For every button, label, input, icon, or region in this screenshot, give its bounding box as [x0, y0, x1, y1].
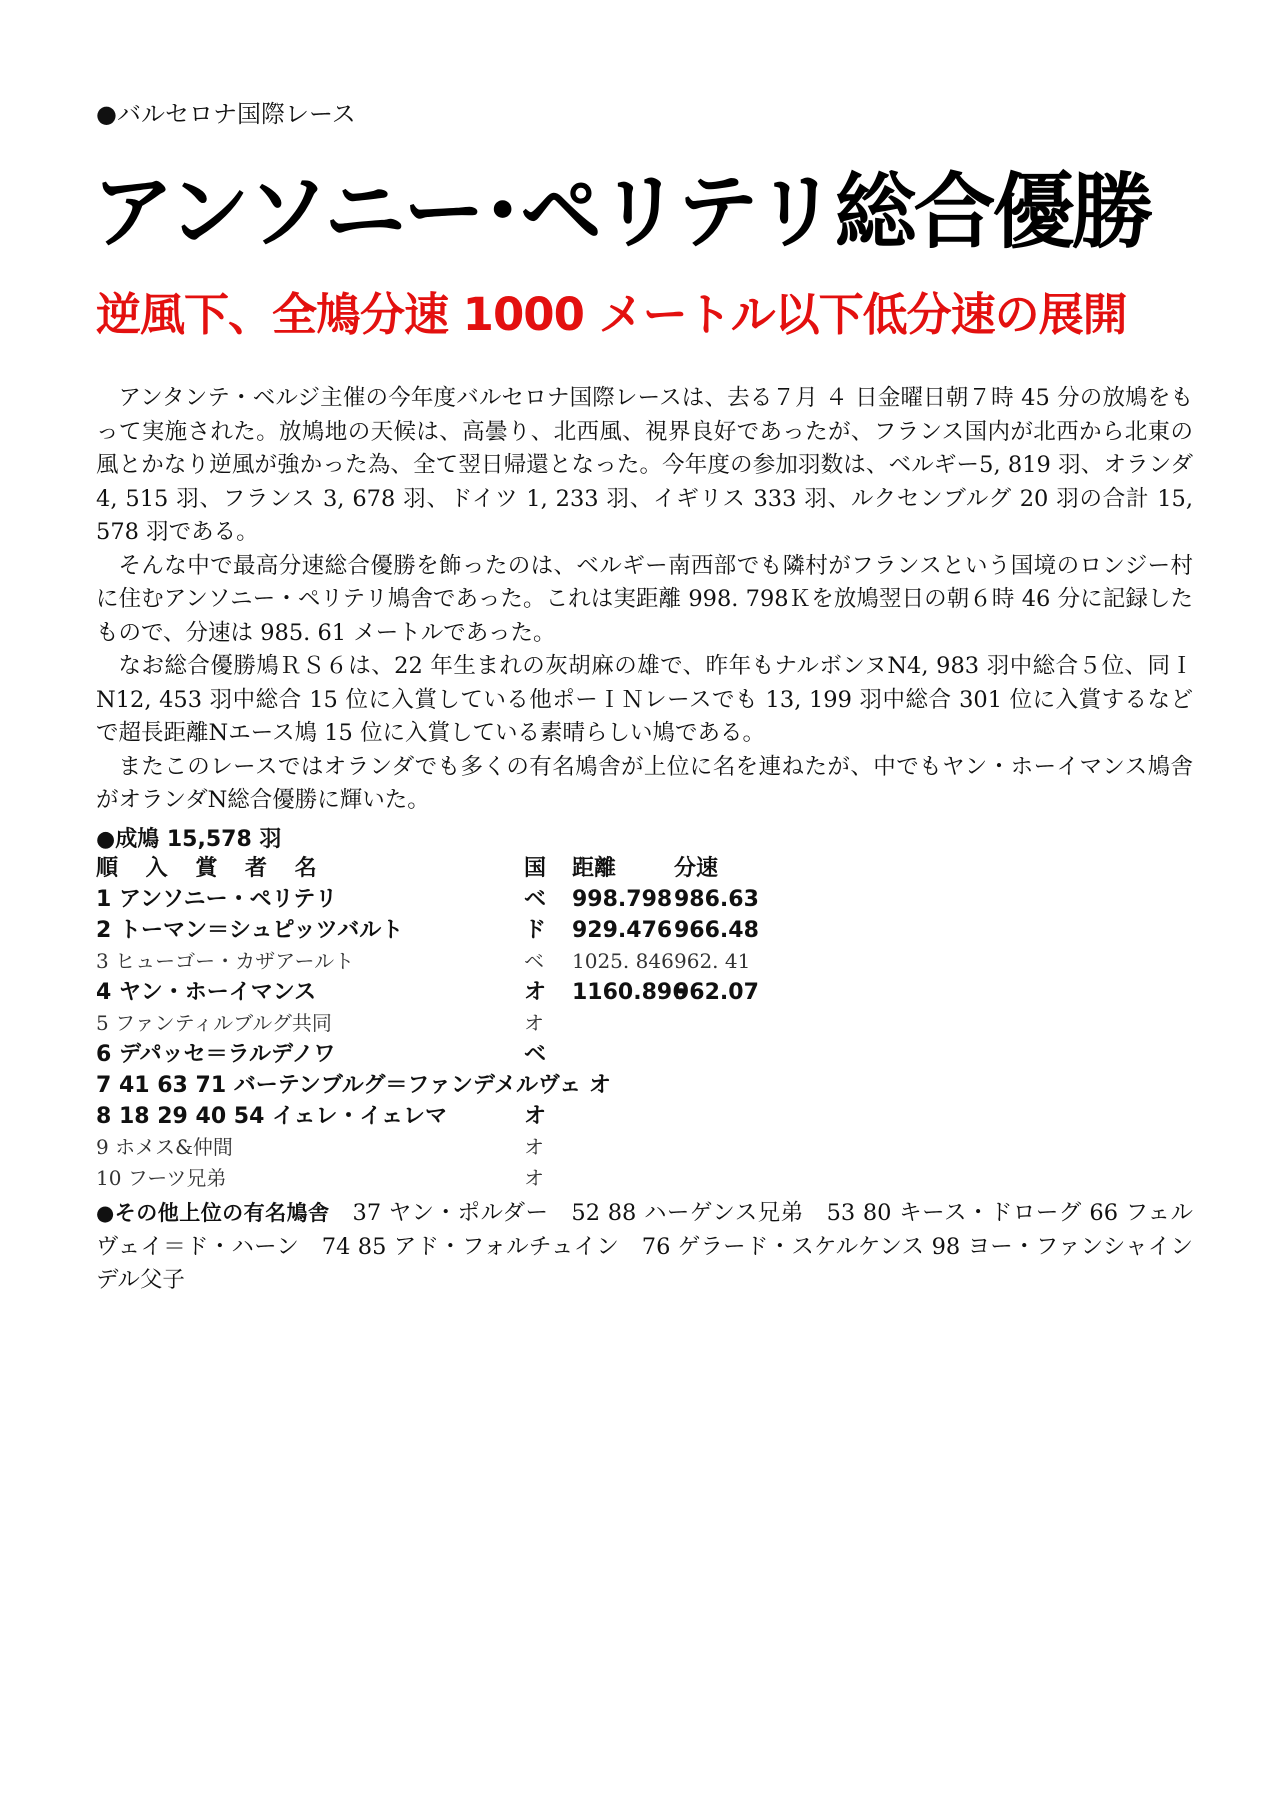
result-name: 7 41 63 71 バーテンブルグ＝ファンデメルヴェ オ	[96, 1073, 611, 1098]
result-country: オ	[524, 1104, 547, 1129]
result-speed: 986.63	[674, 887, 759, 912]
result-country: オ	[524, 980, 547, 1005]
body-paragraph: アンタンテ・ベルジ主催の今年度バルセロナ国際レースは、去る７月 ４ 日金曜日朝７時 45 分の放鳩をもって実施された。放鳩地の天候は、高曇り、北西風、視界良好であったが、フランス国内が北西から北東の風とかなり逆風が強かった為、全て翌日帰還となった。今年度の参加羽数は、ベルギー5, 819 羽、オランダ 4, 515 羽、フランス 3, 678 羽、ドイツ 1, 233 羽、イギリス 333 羽、ルクセンブルグ 20 羽の合計 15, 578 羽である。	[96, 385, 1193, 545]
result-country: ド	[524, 918, 547, 943]
column-header-speed: 分速	[674, 856, 719, 881]
result-row	[96, 1101, 796, 1132]
body-paragraph: そんな中で最高分速総合優勝を飾ったのは、ベルギー南西部でも隣村がフランスという国境のロンジー村に住むアンソニー・ペリテリ鳩舎であった。これは実距離 998. 798Ｋを放鳩翌日の朝６時 46 分に記録したもので、分速は 985. 61 メートルであった。	[96, 552, 1193, 646]
result-row	[96, 1163, 796, 1194]
result-distance: 1160.896	[572, 980, 688, 1005]
result-speed: 962. 41	[674, 949, 751, 973]
result-speed: 966.48	[674, 918, 759, 943]
column-header-name: 順 入 賞 者 名	[96, 856, 327, 881]
other-lofts	[96, 1197, 1193, 1298]
result-country: ベ	[524, 1042, 547, 1067]
results-rows	[96, 884, 796, 1194]
article-body	[96, 382, 1193, 818]
result-row	[96, 915, 796, 946]
result-country: オ	[524, 1135, 544, 1159]
body-paragraph: なお総合優勝鳩ＲＳ６は、22 年生まれの灰胡麻の雄で、昨年もナルボンヌN4, 983 羽中総合５位、同ＩN12, 453 羽中総合 15 位に入賞している他ポーＩＮレースでも 13, 199 羽中総合 301 位に入賞するなどで超長距離Nエース鳩 15 位に入賞している素晴らしい鳩である。	[96, 653, 1193, 746]
result-row	[96, 1070, 796, 1101]
result-row	[96, 884, 796, 915]
section-kicker: ●バルセロナ国際レース	[96, 100, 356, 128]
result-name: 3 ヒューゴー・カザアールト	[96, 949, 355, 973]
result-country: ベ	[524, 949, 544, 973]
result-name: 4 ヤン・ホーイマンス	[96, 980, 317, 1005]
result-distance: 1025. 846	[572, 949, 674, 973]
result-row	[96, 977, 796, 1008]
results-header-row	[96, 853, 796, 884]
result-name: 5 ファンティルブルグ共同	[96, 1011, 332, 1035]
result-distance: 998.798	[572, 887, 673, 912]
result-country: オ	[524, 1011, 544, 1035]
result-row	[96, 1039, 796, 1070]
result-distance: 929.476	[572, 918, 673, 943]
result-name: 9 ホメス&仲間	[96, 1135, 233, 1159]
body-paragraph: またこのレースではオランダでも多くの有名鳩舎が上位に名を連ねたが、中でもヤン・ホーイマンス鳩舎がオランダN総合優勝に輝いた。	[96, 753, 1193, 813]
result-speed: 962.07	[674, 980, 759, 1005]
result-name: 8 18 29 40 54 イェレ・イェレマ	[96, 1104, 447, 1129]
subheadline: 逆風下、全鳩分速 1000 メートル以下低分速の展開	[96, 288, 1127, 341]
column-header-distance: 距離	[572, 856, 617, 881]
result-row	[96, 1132, 796, 1163]
result-row	[96, 1008, 796, 1039]
result-name: 10 フーツ兄弟	[96, 1166, 227, 1190]
result-country: ベ	[524, 887, 547, 912]
column-header-country: 国	[524, 856, 547, 881]
other-lofts-text: 37 ヤン・ポルダー 52 88 ハーゲンス兄弟 53 80 キース・ドローグ 66 フェルヴェイ＝ド・ハーン 74 85 アド・フォルチュイン 76 ゲラード・スケルケンス 98 ヨー・ファンシャインデル父子	[96, 1200, 1193, 1293]
result-row	[96, 946, 796, 977]
result-name: 6 デパッセ＝ラルデノワ	[96, 1042, 336, 1067]
other-lofts-heading: ●その他上位の有名鳩舎	[96, 1201, 330, 1225]
result-name: 2 トーマン＝シュピッツバルト	[96, 918, 404, 943]
results-table	[96, 853, 796, 1194]
results-heading: ●成鳩 15,578 羽	[96, 827, 282, 852]
result-name: 1 アンソニー・ペリテリ	[96, 887, 338, 912]
headline: アンソニー･ペリテリ総合優勝	[92, 165, 1151, 260]
result-country: オ	[524, 1166, 544, 1190]
